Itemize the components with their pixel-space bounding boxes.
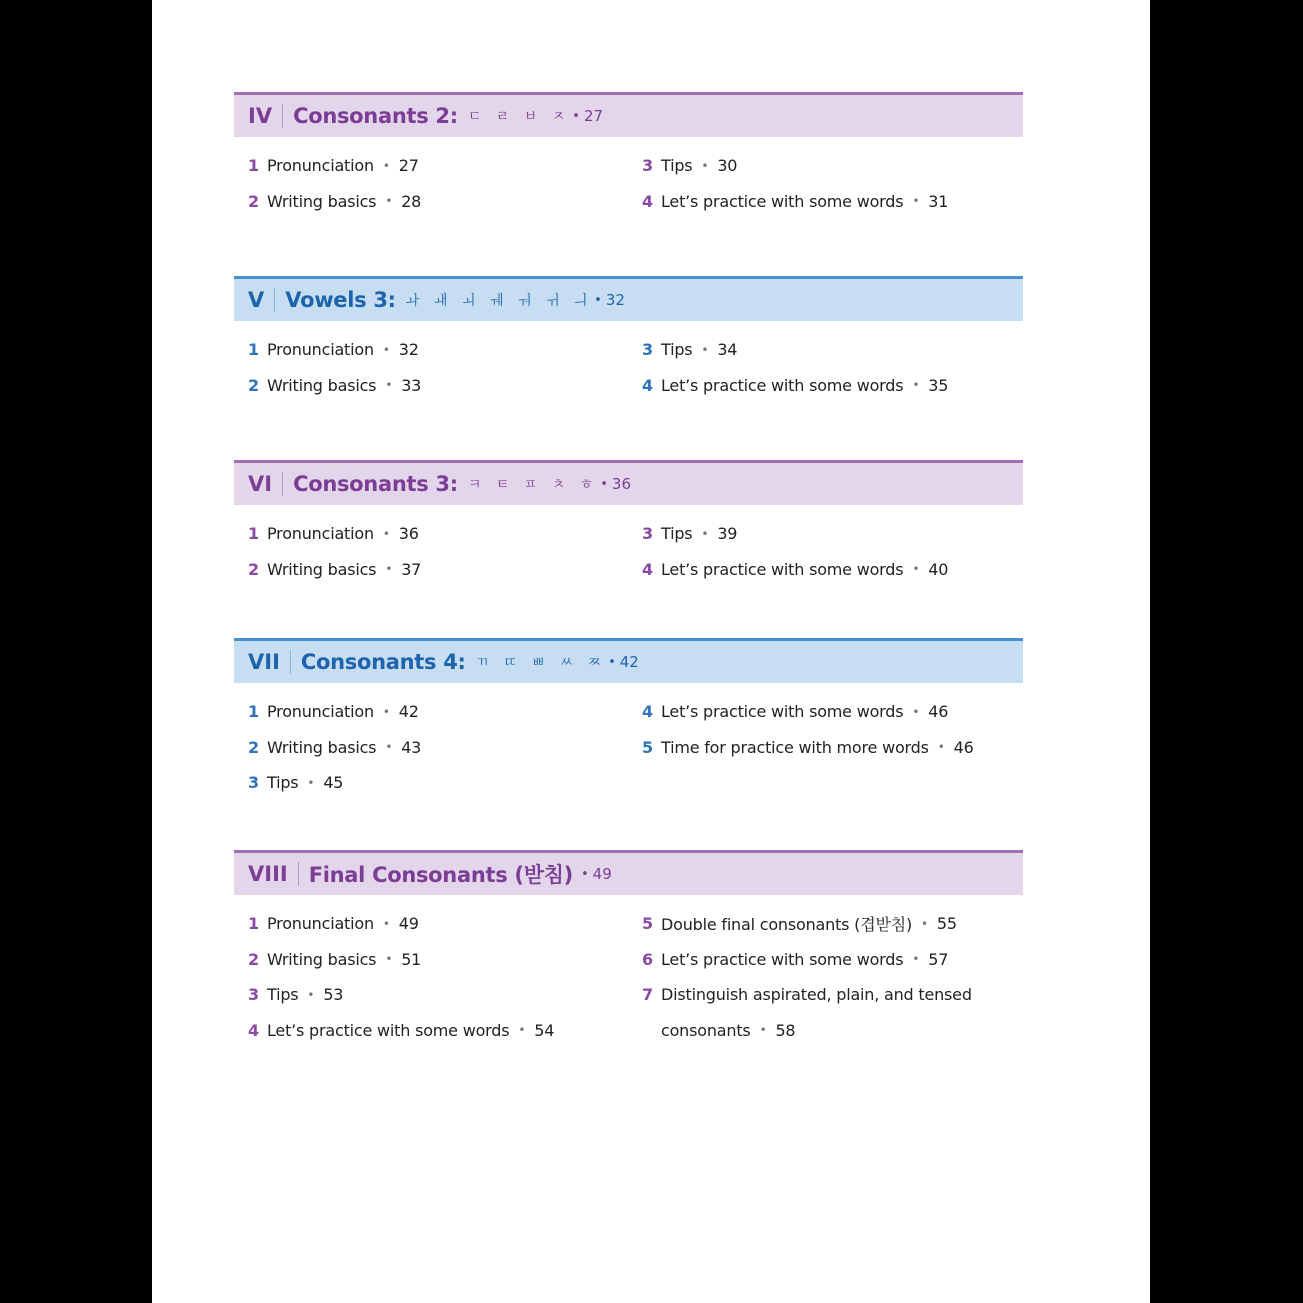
bullet-dot: • <box>701 158 709 173</box>
entry-label: Pronunciation <box>267 156 374 176</box>
entry-page: 34 <box>717 340 738 360</box>
entry-page: 36 <box>398 524 419 544</box>
entry-label: Pronunciation <box>267 914 374 934</box>
entry-number: 1 <box>248 914 259 934</box>
section-header[interactable] <box>234 460 1023 505</box>
section-title: Final Consonants (받침) <box>308 863 573 887</box>
entry-number: 2 <box>248 737 259 757</box>
bullet-dot: • <box>385 378 393 393</box>
bullet-dot: • <box>937 740 945 755</box>
entry-label: Time for practice with more words <box>661 737 929 757</box>
entry-label: Writing basics <box>267 191 377 211</box>
bullet-dot: • <box>912 378 920 393</box>
section-page: 36 <box>611 475 632 493</box>
toc-entry[interactable] <box>642 552 948 588</box>
toc-entry[interactable] <box>248 730 421 766</box>
bullet-dot: • <box>594 292 602 308</box>
section-vi <box>234 460 1023 579</box>
entry-page: 51 <box>401 949 422 969</box>
entry-label: Writing basics <box>267 375 377 395</box>
bullet-dot: • <box>382 158 390 173</box>
toc-entry[interactable] <box>248 906 554 942</box>
bullet-dot: • <box>912 562 920 577</box>
bullet-dot: • <box>912 952 920 967</box>
entry-number: 5 <box>642 914 653 934</box>
section-page: 27 <box>583 107 604 125</box>
entry-number: 4 <box>642 702 653 722</box>
bullet-dot: • <box>912 194 920 209</box>
entry-number: 5 <box>642 737 653 757</box>
section-numeral: V <box>248 288 265 312</box>
entry-page: 33 <box>401 375 422 395</box>
entry-label: Let’s practice with some words <box>661 702 904 722</box>
entry-number: 6 <box>642 949 653 969</box>
divider <box>290 650 291 674</box>
entry-label: Writing basics <box>267 737 377 757</box>
toc-entry[interactable] <box>248 977 554 1013</box>
toc-entry[interactable] <box>248 184 421 220</box>
divider <box>282 472 283 496</box>
section-letters: ㅋ ㅌ ㅍ ㅊ ㅎ <box>467 477 599 493</box>
entry-page: 55 <box>936 914 957 934</box>
entry-number: 4 <box>642 375 653 395</box>
entry-page: 31 <box>928 191 949 211</box>
section-numeral: VIII <box>248 862 288 886</box>
section-numeral: IV <box>248 104 273 128</box>
section-vii <box>234 638 1023 793</box>
section-header[interactable] <box>234 276 1023 321</box>
entry-label: Let’s practice with some words <box>661 375 904 395</box>
entry-label: Writing basics <box>267 949 377 969</box>
entry-number: 1 <box>248 702 259 722</box>
toc-entry[interactable] <box>642 184 948 220</box>
entry-label: Let’s practice with some words <box>267 1020 510 1040</box>
section-title: Consonants 2: <box>293 104 458 128</box>
entry-number: 4 <box>248 1020 259 1040</box>
section-letters: ㄲ ㄸ ㅃ ㅆ ㅉ <box>475 655 607 671</box>
entry-label: Double final consonants (겹받침) <box>661 915 913 935</box>
bullet-dot: • <box>385 194 393 209</box>
entry-number: 2 <box>248 949 259 969</box>
bullet-dot: • <box>385 562 393 577</box>
bullet-dot: • <box>382 526 390 541</box>
entry-label: Let’s practice with some words <box>661 949 904 969</box>
bullet-dot: • <box>518 1023 526 1038</box>
bullet-dot: • <box>759 1023 767 1038</box>
entry-number: 3 <box>248 773 259 793</box>
entry-label: Tips <box>267 773 299 793</box>
toc-entry[interactable] <box>248 942 554 978</box>
entry-page: 32 <box>398 340 419 360</box>
divider <box>282 104 283 128</box>
entry-page: 35 <box>928 375 949 395</box>
entry-label: Tips <box>661 156 693 176</box>
entry-label: consonants <box>661 1020 751 1040</box>
section-header[interactable] <box>234 638 1023 683</box>
entry-label: Distinguish aspirated, plain, and tensed <box>661 985 972 1005</box>
entry-page: 46 <box>953 737 974 757</box>
section-v <box>234 276 1023 395</box>
toc-entry[interactable] <box>248 368 421 404</box>
toc-entry[interactable] <box>642 148 948 184</box>
entry-label: Pronunciation <box>267 340 374 360</box>
section-iv <box>234 92 1023 211</box>
bullet-dot: • <box>701 342 709 357</box>
bullet-dot: • <box>572 108 580 124</box>
entry-page: 45 <box>323 773 344 793</box>
bullet-dot: • <box>701 526 709 541</box>
section-letters: ㅘ ㅙ ㅚ ㅞ ㅝ ㅟ ㅢ <box>405 293 593 309</box>
bullet-dot: • <box>580 866 589 882</box>
toc-entry[interactable] <box>642 332 948 368</box>
toc-entry[interactable] <box>248 694 421 730</box>
entry-label: Pronunciation <box>267 524 374 544</box>
toc-page <box>152 0 1150 1303</box>
bullet-dot: • <box>385 740 393 755</box>
divider <box>298 862 299 886</box>
entry-page: 30 <box>717 156 738 176</box>
toc-entry[interactable] <box>248 552 421 588</box>
section-viii <box>234 850 1023 1040</box>
section-letters: ㄷ ㄹ ㅂ ㅈ <box>467 109 571 125</box>
toc-entry[interactable] <box>642 516 948 552</box>
bullet-dot: • <box>307 987 315 1002</box>
entry-number: 4 <box>642 559 653 579</box>
entry-number: 3 <box>642 156 653 176</box>
entry-number: 2 <box>248 191 259 211</box>
bullet-dot: • <box>608 654 616 670</box>
entry-number: 1 <box>248 156 259 176</box>
entry-number: 4 <box>642 191 653 211</box>
toc-entry[interactable] <box>642 694 974 730</box>
section-page: 32 <box>605 291 625 309</box>
entry-number: 2 <box>248 375 259 395</box>
toc-entry[interactable] <box>642 368 948 404</box>
entry-label: Tips <box>661 340 693 360</box>
section-header[interactable] <box>234 92 1023 137</box>
entry-number: 3 <box>642 524 653 544</box>
toc-entry[interactable] <box>248 332 421 368</box>
section-numeral: VI <box>248 472 273 496</box>
entry-number: 3 <box>248 985 259 1005</box>
entry-page: 49 <box>398 914 419 934</box>
entry-page: 43 <box>401 737 422 757</box>
section-page: 42 <box>619 653 639 671</box>
entry-label: Writing basics <box>267 559 377 579</box>
bullet-dot: • <box>382 916 390 931</box>
bullet-dot: • <box>600 476 608 492</box>
toc-entry[interactable] <box>248 1013 554 1049</box>
entry-page: 58 <box>775 1020 796 1040</box>
entry-page: 27 <box>398 156 419 176</box>
divider <box>274 288 275 312</box>
toc-entry[interactable] <box>642 942 972 978</box>
entry-page: 37 <box>401 559 422 579</box>
section-title: Consonants 4: <box>300 650 466 674</box>
bullet-dot: • <box>385 952 393 967</box>
entry-number: 7 <box>642 985 653 1005</box>
entry-label: Let’s practice with some words <box>661 191 904 211</box>
section-title: Consonants 3: <box>293 472 458 496</box>
bullet-dot: • <box>307 775 315 790</box>
entry-number: 3 <box>642 340 653 360</box>
entry-page: 40 <box>928 559 949 579</box>
entry-number: 2 <box>248 559 259 579</box>
entry-page: 28 <box>401 191 422 211</box>
toc-entry[interactable] <box>642 977 972 1013</box>
entry-label: Tips <box>267 985 299 1005</box>
toc-entry[interactable] <box>248 765 421 801</box>
bullet-dot: • <box>382 342 390 357</box>
entry-page: 53 <box>323 985 344 1005</box>
bullet-dot: • <box>382 704 390 719</box>
section-page: 49 <box>592 865 612 883</box>
toc-entry-continuation[interactable] <box>642 1013 972 1049</box>
toc-entry[interactable] <box>248 148 421 184</box>
bullet-dot: • <box>912 704 920 719</box>
section-numeral: VII <box>248 650 280 674</box>
section-title: Vowels 3: <box>285 288 396 312</box>
entry-page: 57 <box>928 949 949 969</box>
toc-entry[interactable] <box>642 906 972 942</box>
entry-label: Tips <box>661 524 693 544</box>
toc-entry[interactable] <box>248 516 421 552</box>
section-header[interactable] <box>234 850 1023 895</box>
entry-page: 54 <box>534 1020 555 1040</box>
entry-page: 46 <box>928 702 949 722</box>
entry-number: 1 <box>248 340 259 360</box>
entry-number: 1 <box>248 524 259 544</box>
entry-page: 42 <box>398 702 419 722</box>
entry-label: Let’s practice with some words <box>661 559 904 579</box>
toc-entry[interactable] <box>642 730 974 766</box>
entry-page: 39 <box>717 524 738 544</box>
entry-label: Pronunciation <box>267 702 374 722</box>
bullet-dot: • <box>921 916 928 931</box>
